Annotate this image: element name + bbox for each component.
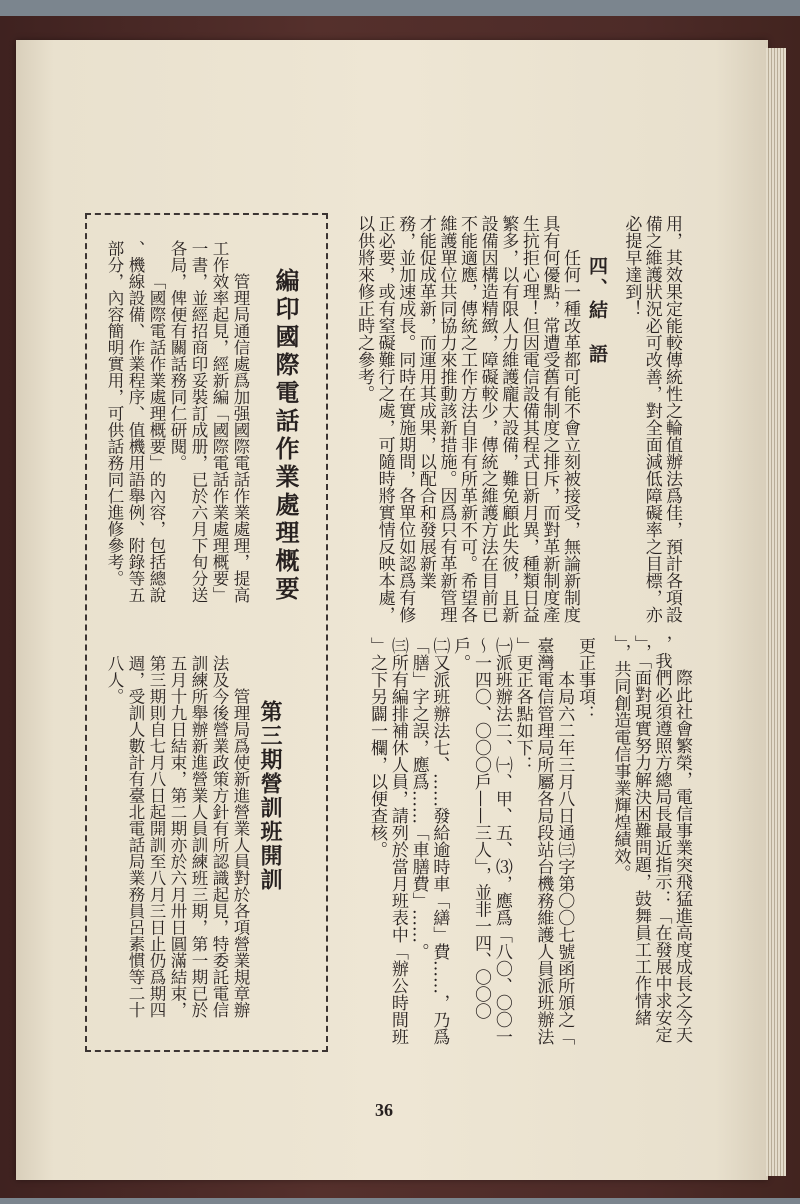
text-line: 」，共同創造電信事業輝煌績效。	[610, 635, 631, 882]
text-line: 法及今後營業政策方針有所認識起見，特委託電信	[210, 655, 229, 1018]
text-line: 繁多，以有限人力維護龐大設備，難免顧此失彼，且新	[498, 215, 519, 623]
text-line: ㈢所有編排補休人員，請列於當月班表中「辦公時間班	[387, 637, 408, 1045]
manual-notice-body	[104, 240, 251, 603]
text-line: 必提早達到！	[621, 215, 642, 317]
correction-heading: 更正事項：	[575, 637, 595, 722]
text-line: 第三期則自七月八日起開訓至八月三日止仍爲期四	[147, 655, 166, 1018]
text-line: 八人。	[105, 655, 124, 705]
text-line: 以供將來修正時之參考。	[354, 215, 375, 402]
text-line: 部分，內容簡明實用，可供話務同仁進修參考。	[105, 240, 124, 587]
text-line: 各局，俾便有關話務同仁研閱。	[168, 240, 187, 471]
text-line: ㈠派班辦法二、㈠、甲、五、⑶，應爲「八〇、〇〇一	[491, 637, 512, 1045]
text-line: 工作效率起見，經新編「國際電話作業處理概要」	[210, 240, 229, 603]
conclusion-body	[353, 215, 580, 623]
text-line: 務，並加速成長。同時在實施期間，各單位如認爲有修	[395, 215, 416, 623]
text-line: 設備因構造精緻，障礙較少，傳統之維護方法在目前已	[477, 215, 498, 623]
text-line: 管理局爲使新進營業人員對於各項營業規章辦	[231, 688, 250, 1018]
text-line: 週，受訓人數計有臺北電話局業務員呂素慣等二十	[126, 655, 145, 1018]
text-line: 五月十九日結束，第二期亦於六月卅日圓滿結束，	[168, 655, 187, 1018]
manual-notice-title	[272, 268, 298, 604]
text-line: 訓練所舉辦新進營業人員訓練班三期，第一期已於	[189, 655, 208, 1018]
text-line: 具有何優點，常遭受舊有制度之排斥，而對革新制度產	[539, 215, 560, 623]
text-line: 備之維護狀況必可改善，對全面減低障礙率之目標，亦	[641, 215, 662, 623]
text-line: 「國際電話作業處理概要」的內容，包括總說	[147, 273, 166, 603]
text-line: 不能適應，傳統之工作方法自非有所革新不可。希望各	[457, 215, 478, 623]
text-line: ～一四〇、〇〇〇戶——三人」，並非一四、〇〇〇	[471, 637, 492, 1020]
text-line: 、機線設備、作業程序、值機用語舉例、附錄等五	[126, 240, 145, 603]
text-line: 用，其效果定能較傳統性之輪值辦法爲佳，預計各項設	[662, 215, 682, 623]
text-line: 臺灣電信管理局所屬各局段站台機務維護人員派班辦法	[533, 637, 554, 1045]
text-line: 正必要，或有窒礙難行之處，可隨時將實情反映本處，	[374, 215, 395, 623]
text-line: 」，「面對現實努力解決困難問題，鼓舞員工工作情緒	[631, 635, 651, 1026]
text-line: 任何一種改革都可能不會立刻被接受，無論新制度	[560, 249, 580, 623]
page-edges	[766, 48, 786, 1176]
lower-article	[610, 635, 692, 1043]
text-line: 維護單位共同協力來推動該新措施。因爲只有革新管理	[436, 215, 457, 623]
text-line: 戶。	[450, 637, 471, 671]
training-notice-body	[104, 655, 251, 1018]
text-line: 一書，並經招商印妥裝訂成册，已於六月下旬分送	[189, 240, 208, 603]
correction-notice	[366, 637, 595, 1045]
text-line: 「膳」字之誤，應爲……「車膳費」……。	[408, 637, 429, 960]
text-line: 」更正各點如下：	[512, 637, 533, 773]
conclusion-heading	[586, 256, 608, 366]
text-line: ，我們必須遵照方總局長最近指示：「在發展中求安定	[651, 635, 672, 1043]
section-heading: 四、結 語	[586, 256, 608, 366]
notice-title: 第三期營訓班開訓	[257, 700, 283, 892]
text-line: 」之下另闢一欄，以便查核。	[367, 637, 388, 858]
training-notice-title	[258, 700, 282, 892]
text-line: 生抗拒心理！但因電信設備其程式日新月異，種類日益	[518, 215, 539, 623]
text-line: 際此社會繁榮，電信事業突飛猛進高度成長之今天	[672, 669, 692, 1043]
text-line: 本局六二年三月八日通㈢字第〇〇七號函所頒之「	[554, 671, 575, 1045]
text-line: 管理局通信處爲加强國際電話作業處理，提高	[231, 273, 250, 603]
page-number: 36	[375, 1100, 393, 1120]
text-line: ㈡又派班辦法七、……發給逾時車「繕」費……，乃爲	[429, 637, 450, 1045]
notice-title: 編印國際電話作業處理概要	[271, 268, 300, 604]
text-line: 才能促成革新，而運用其成果，以配合和發展新業	[415, 215, 436, 589]
upper-article-continued	[621, 215, 682, 623]
